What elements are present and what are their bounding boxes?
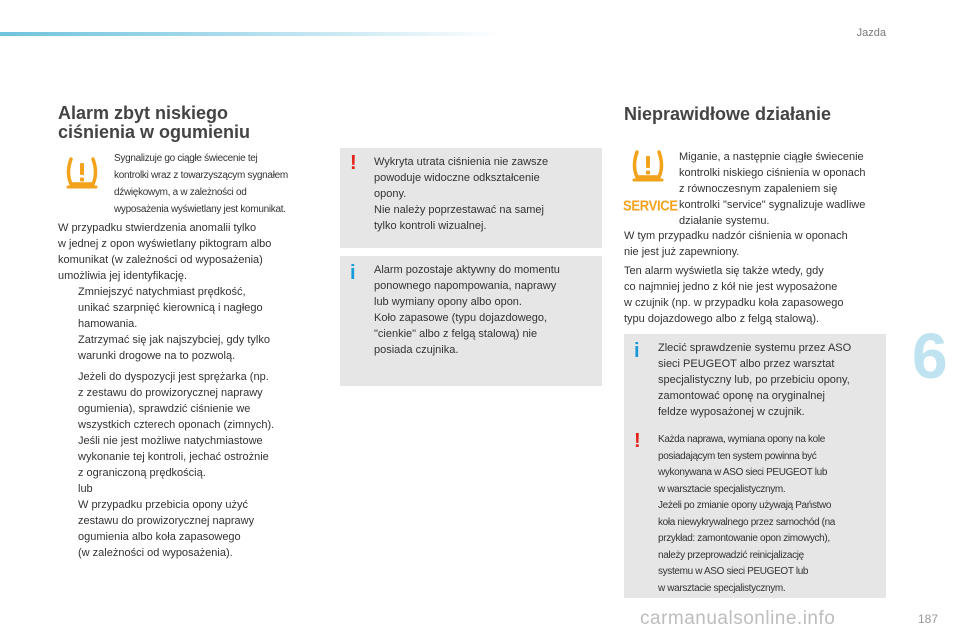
text-line: Zatrzymać się jak najszybciej, gdy tylko xyxy=(78,334,270,346)
bullet-item xyxy=(58,497,338,561)
header-accent-bar xyxy=(0,32,500,36)
text-line: systemu w ASO sieci PEUGEOT lub xyxy=(658,566,809,577)
warning-box-middle xyxy=(340,148,602,248)
text-line: sieci PEUGEOT albo przez warsztat xyxy=(658,358,835,370)
text-line: lub xyxy=(78,483,93,495)
text-line: przykład: zamontowanie opon zimowych), xyxy=(658,533,830,544)
left-bullets-2 xyxy=(58,369,338,561)
info-box-text xyxy=(374,262,560,358)
info-box-middle xyxy=(340,256,602,386)
text-line: wszystkich czterech oponach (zimnych). xyxy=(78,419,275,431)
text-line: z ograniczoną prędkością. xyxy=(78,467,206,479)
text-line: hamowania. xyxy=(78,318,138,330)
text-line: ponownego napompowania, naprawy xyxy=(374,280,557,292)
section-label: Jazda xyxy=(856,27,886,39)
text-line: należy przeprowadzić reinicjalizację xyxy=(658,549,804,561)
text-line: Sygnalizuje go ciągłe świecenie tej xyxy=(114,153,258,164)
left-intro xyxy=(58,220,328,364)
text-line: umożliwia jej identyfikację. xyxy=(58,270,187,282)
warning-icon: ! xyxy=(634,430,641,452)
text-line: w czujnik (np. w przypadku koła zapasowego xyxy=(624,297,844,309)
text-line: w jednej z opon wyświetlany piktogram albo xyxy=(58,238,272,250)
bullet-item xyxy=(58,284,328,332)
text-line: Zmniejszyć natychmiast prędkość, xyxy=(78,286,246,298)
tyre-pressure-warning-icon xyxy=(62,156,102,190)
text-line: komunikat (w zależności od wyposażenia) xyxy=(58,254,263,266)
info-box-right xyxy=(624,334,886,426)
text-line: z zestawu do prowizorycznej naprawy xyxy=(78,387,263,399)
warning-box-right xyxy=(624,426,886,598)
section-title-right: Nieprawidłowe działanie xyxy=(624,104,832,124)
text-line: w warsztacie specjalistycznym. xyxy=(658,483,786,495)
text-line: Alarm pozostaje aktywny do momentu xyxy=(374,264,560,276)
service-warning-icon: SERVICE xyxy=(623,196,678,215)
text-line: koła niewykrywalnego przez samochód (na xyxy=(658,516,835,528)
text-line: W przypadku stwierdzenia anomalii tylko xyxy=(58,222,257,234)
bullet-item xyxy=(58,332,328,364)
text-line: W tym przypadku nadzór ciśnienia w oponach xyxy=(624,230,848,242)
text-line: ogumienia albo koła zapasowego xyxy=(78,531,241,543)
text-line: Zlecić sprawdzenie systemu przez ASO xyxy=(658,342,852,354)
title-line-1: Alarm zbyt niskiego xyxy=(58,103,229,123)
text-line: W przypadku przebicia opony użyć xyxy=(78,499,248,511)
right-para-2 xyxy=(624,263,844,327)
tyre-pressure-warning-icon xyxy=(628,149,668,183)
text-line: działanie systemu. xyxy=(679,215,770,227)
warning-box-text xyxy=(658,432,835,597)
text-line: (w zależności od wyposażenia). xyxy=(78,547,233,559)
text-line: zamontować oponę na oryginalnej xyxy=(658,390,825,402)
info-icon: i xyxy=(350,262,356,284)
title-line-2: ciśnienia w ogumieniu xyxy=(58,122,251,142)
text-line: powoduje widoczne odkształcenie xyxy=(374,172,540,184)
text-line: dźwiękowym, a w zależności od xyxy=(114,187,247,198)
text-line: "cienkie" albo z felgą stalową) nie xyxy=(374,328,538,340)
section-title-left xyxy=(58,104,338,142)
bullet-item xyxy=(58,369,338,497)
text-line: opony. xyxy=(374,188,407,200)
text-line: tylko kontroli wizualnej. xyxy=(374,220,487,232)
text-line: wykonanie tej kontroli, jechać ostrożnie xyxy=(78,451,269,463)
text-line: posiadającym ten system powinna być xyxy=(658,450,817,462)
text-line: w warsztacie specjalistycznym. xyxy=(658,582,786,594)
text-line: warunki drogowe na to pozwolą. xyxy=(78,350,236,362)
text-line: Nie należy poprzestawać na samej xyxy=(374,204,544,216)
text-line: Wykryta utrata ciśnienia nie zawsze xyxy=(374,156,549,168)
text-line: Jeżeli do dyspozycji jest sprężarka (np. xyxy=(78,371,269,383)
chapter-number: 6 xyxy=(912,320,948,392)
text-line: Ten alarm wyświetla się także wtedy, gdy xyxy=(624,265,824,277)
chapter-tab xyxy=(904,318,960,400)
text-line: z równoczesnym zapaleniem się xyxy=(679,183,838,195)
text-line: specjalistyczny lub, po przebiciu opony, xyxy=(658,374,850,386)
text-line: kontrolki niskiego ciśnienia w oponach xyxy=(679,167,866,179)
info-box-text xyxy=(658,340,851,420)
text-line: typu dojazdowego albo z felgą stalową). xyxy=(624,313,820,325)
text-line: Miganie, a następnie ciągłe świecenie xyxy=(679,151,864,163)
text-line: ogumienia), sprawdzić ciśnienie we xyxy=(78,403,251,415)
text-line: Każda naprawa, wymiana opony na kole xyxy=(658,434,825,445)
text-line: feldze wyposażonej w czujnik. xyxy=(658,406,805,418)
icon-note-left xyxy=(114,150,288,218)
text-line: Jeżeli po zmianie opony używają Państwo xyxy=(658,500,832,511)
text-line: wyposażenia wyświetlany jest komunikat. xyxy=(114,204,286,215)
text-line: Koło zapasowe (typu dojazdowego, xyxy=(374,312,548,324)
icon-note-right xyxy=(679,149,866,229)
warning-box-text xyxy=(374,154,548,234)
watermark: carmanualsonline.info xyxy=(640,608,836,629)
info-icon: i xyxy=(634,340,640,362)
page-number: 187 xyxy=(917,612,938,626)
text-line: co najmniej jedno z kół nie jest wyposażone xyxy=(624,281,838,293)
text-line: nie jest już zapewniony. xyxy=(624,246,740,258)
text-line: zestawu do prowizorycznej naprawy xyxy=(78,515,255,527)
text-line: unikać szarpnięć kierownicą i nagłego xyxy=(78,302,263,314)
text-line: posiada czujnika. xyxy=(374,344,459,356)
text-line: kontrolki "service" sygnalizuje wadliwe xyxy=(679,199,866,211)
text-line: lub wymiany opony albo opon. xyxy=(374,296,522,308)
right-para-1 xyxy=(624,228,848,260)
text-line: Jeśli nie jest możliwe natychmiastowe xyxy=(78,435,263,447)
warning-icon: ! xyxy=(350,152,357,174)
text-line: wykonywana w ASO sieci PEUGEOT lub xyxy=(658,467,828,478)
text-line: kontrolki wraz z towarzyszącym sygnałem xyxy=(114,170,288,181)
